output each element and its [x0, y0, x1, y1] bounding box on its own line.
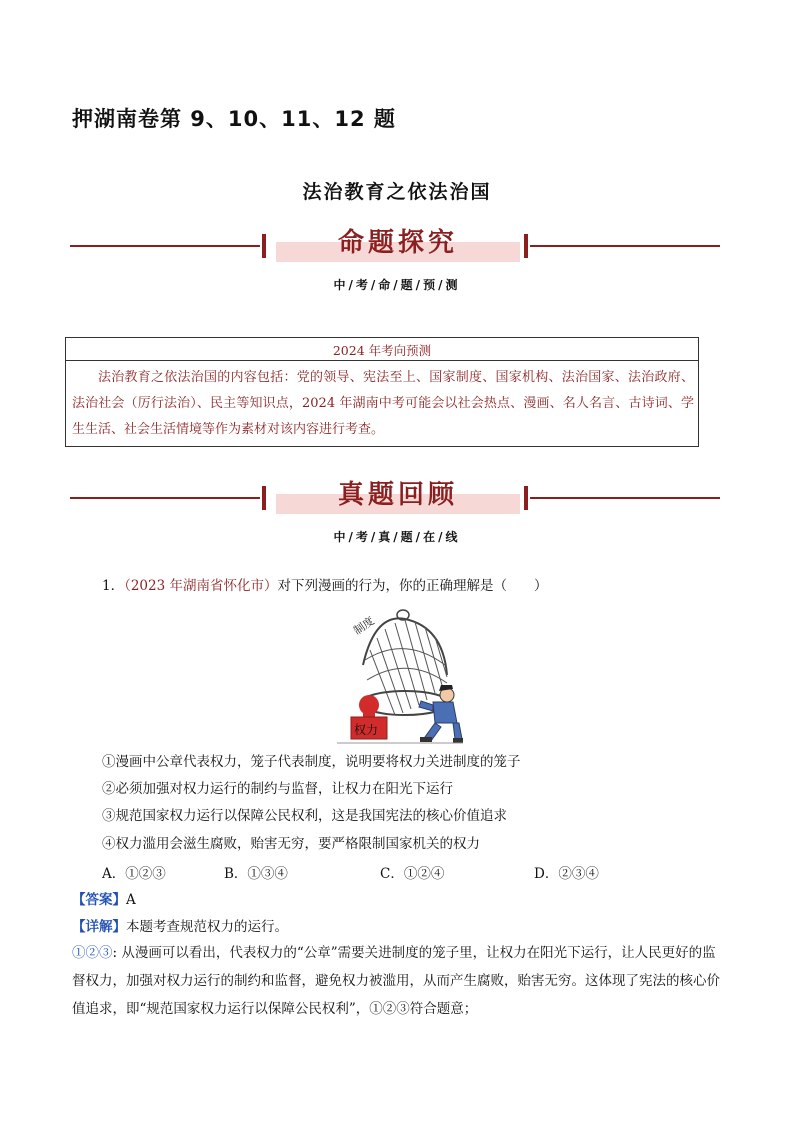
detail-marks: ①②③ [72, 945, 113, 961]
answer-value: A [126, 892, 136, 908]
forecast-body: 法治教育之依法治国的内容包括：党的领导、宪法至上、国家制度、国家机构、法治国家、法治政府、法治社会（厉行法治）、民主等知识点，2024 年湖南中考可能会以社会热点、漫画、名人名言、古诗词、学生生活、社会生活情境等作为素材对该内容进行考查。 [72, 370, 694, 437]
question-stem [102, 576, 548, 596]
forecast-title: 2024 年考向预测 [332, 343, 432, 358]
banner-line-right [530, 245, 720, 247]
banner-title: 真题回顾 [337, 480, 458, 510]
banner-line-left [70, 497, 260, 499]
banner-bar-left [262, 486, 266, 510]
detail-label: 【详解】 [72, 919, 126, 935]
answer-label: 【答案】 [72, 892, 126, 908]
option-b[interactable]: B．①③④ [224, 866, 288, 882]
page-heading: 押湖南卷第 9、10、11、12 题 [72, 107, 396, 131]
cartoon-illustration [335, 605, 465, 745]
question-number: 1． [102, 578, 125, 594]
statement-3: ③规范国家权力运行以保障公民权利，这是我国宪法的核心价值追求 [102, 808, 507, 824]
section-banner-review [70, 478, 720, 518]
section-subtitle-review: 中/考/真/题/在/线 [333, 530, 461, 544]
statement-1: ①漫画中公章代表权力，笼子代表制度，说明要将权力关进制度的笼子 [102, 754, 521, 770]
option-d[interactable]: D．②③④ [534, 866, 599, 882]
detail-text: : 从漫画可以看出，代表权力的“公章”需要关进制度的笼子里，让权力在阳光下运行，让人民更好的监督权力，加强对权力运行的制约和监督，避免权力被滥用，从而产生腐败，贻害无穷。这体现了宪法的核心价值追求，即“规范国家权力运行以保障公民权利”，①②③符合题意； [72, 945, 720, 1017]
stamp-label: 权力 [354, 723, 379, 737]
banner-line-right [530, 497, 720, 499]
question-text: 对下列漫画的行为，你的正确理解是（ ） [277, 578, 548, 594]
detail-heading [72, 917, 288, 937]
banner-line-left [70, 245, 260, 247]
detail-explanation [72, 939, 722, 1023]
statement-4: ④权力滥用会滋生腐败，贻害无穷，要严格限制国家机关的权力 [102, 836, 480, 852]
cartoon-drawing [335, 605, 465, 745]
forecast-box [65, 337, 699, 447]
detail-intro: 本题考查规范权力的运行。 [126, 919, 288, 935]
question-source: （2023 年湖南省怀化市） [124, 578, 278, 594]
banner-title: 命题探究 [337, 228, 458, 258]
option-a[interactable]: A．①②③ [102, 866, 166, 882]
topic-title: 法治教育之依法治国 [302, 181, 492, 203]
banner-bar-left [262, 234, 266, 258]
banner-bar-right [524, 234, 528, 258]
forecast-divider [66, 360, 698, 361]
section-subtitle-forecast: 中/考/命/题/预/测 [333, 278, 461, 292]
section-banner-forecast [70, 226, 720, 266]
statement-2: ②必须加强对权力运行的制约与监督，让权力在阳光下运行 [102, 781, 453, 797]
option-c[interactable]: C．①②④ [380, 866, 445, 882]
banner-bar-right [524, 486, 528, 510]
answer-line [72, 890, 136, 910]
cage-label: 制度 [351, 614, 377, 638]
